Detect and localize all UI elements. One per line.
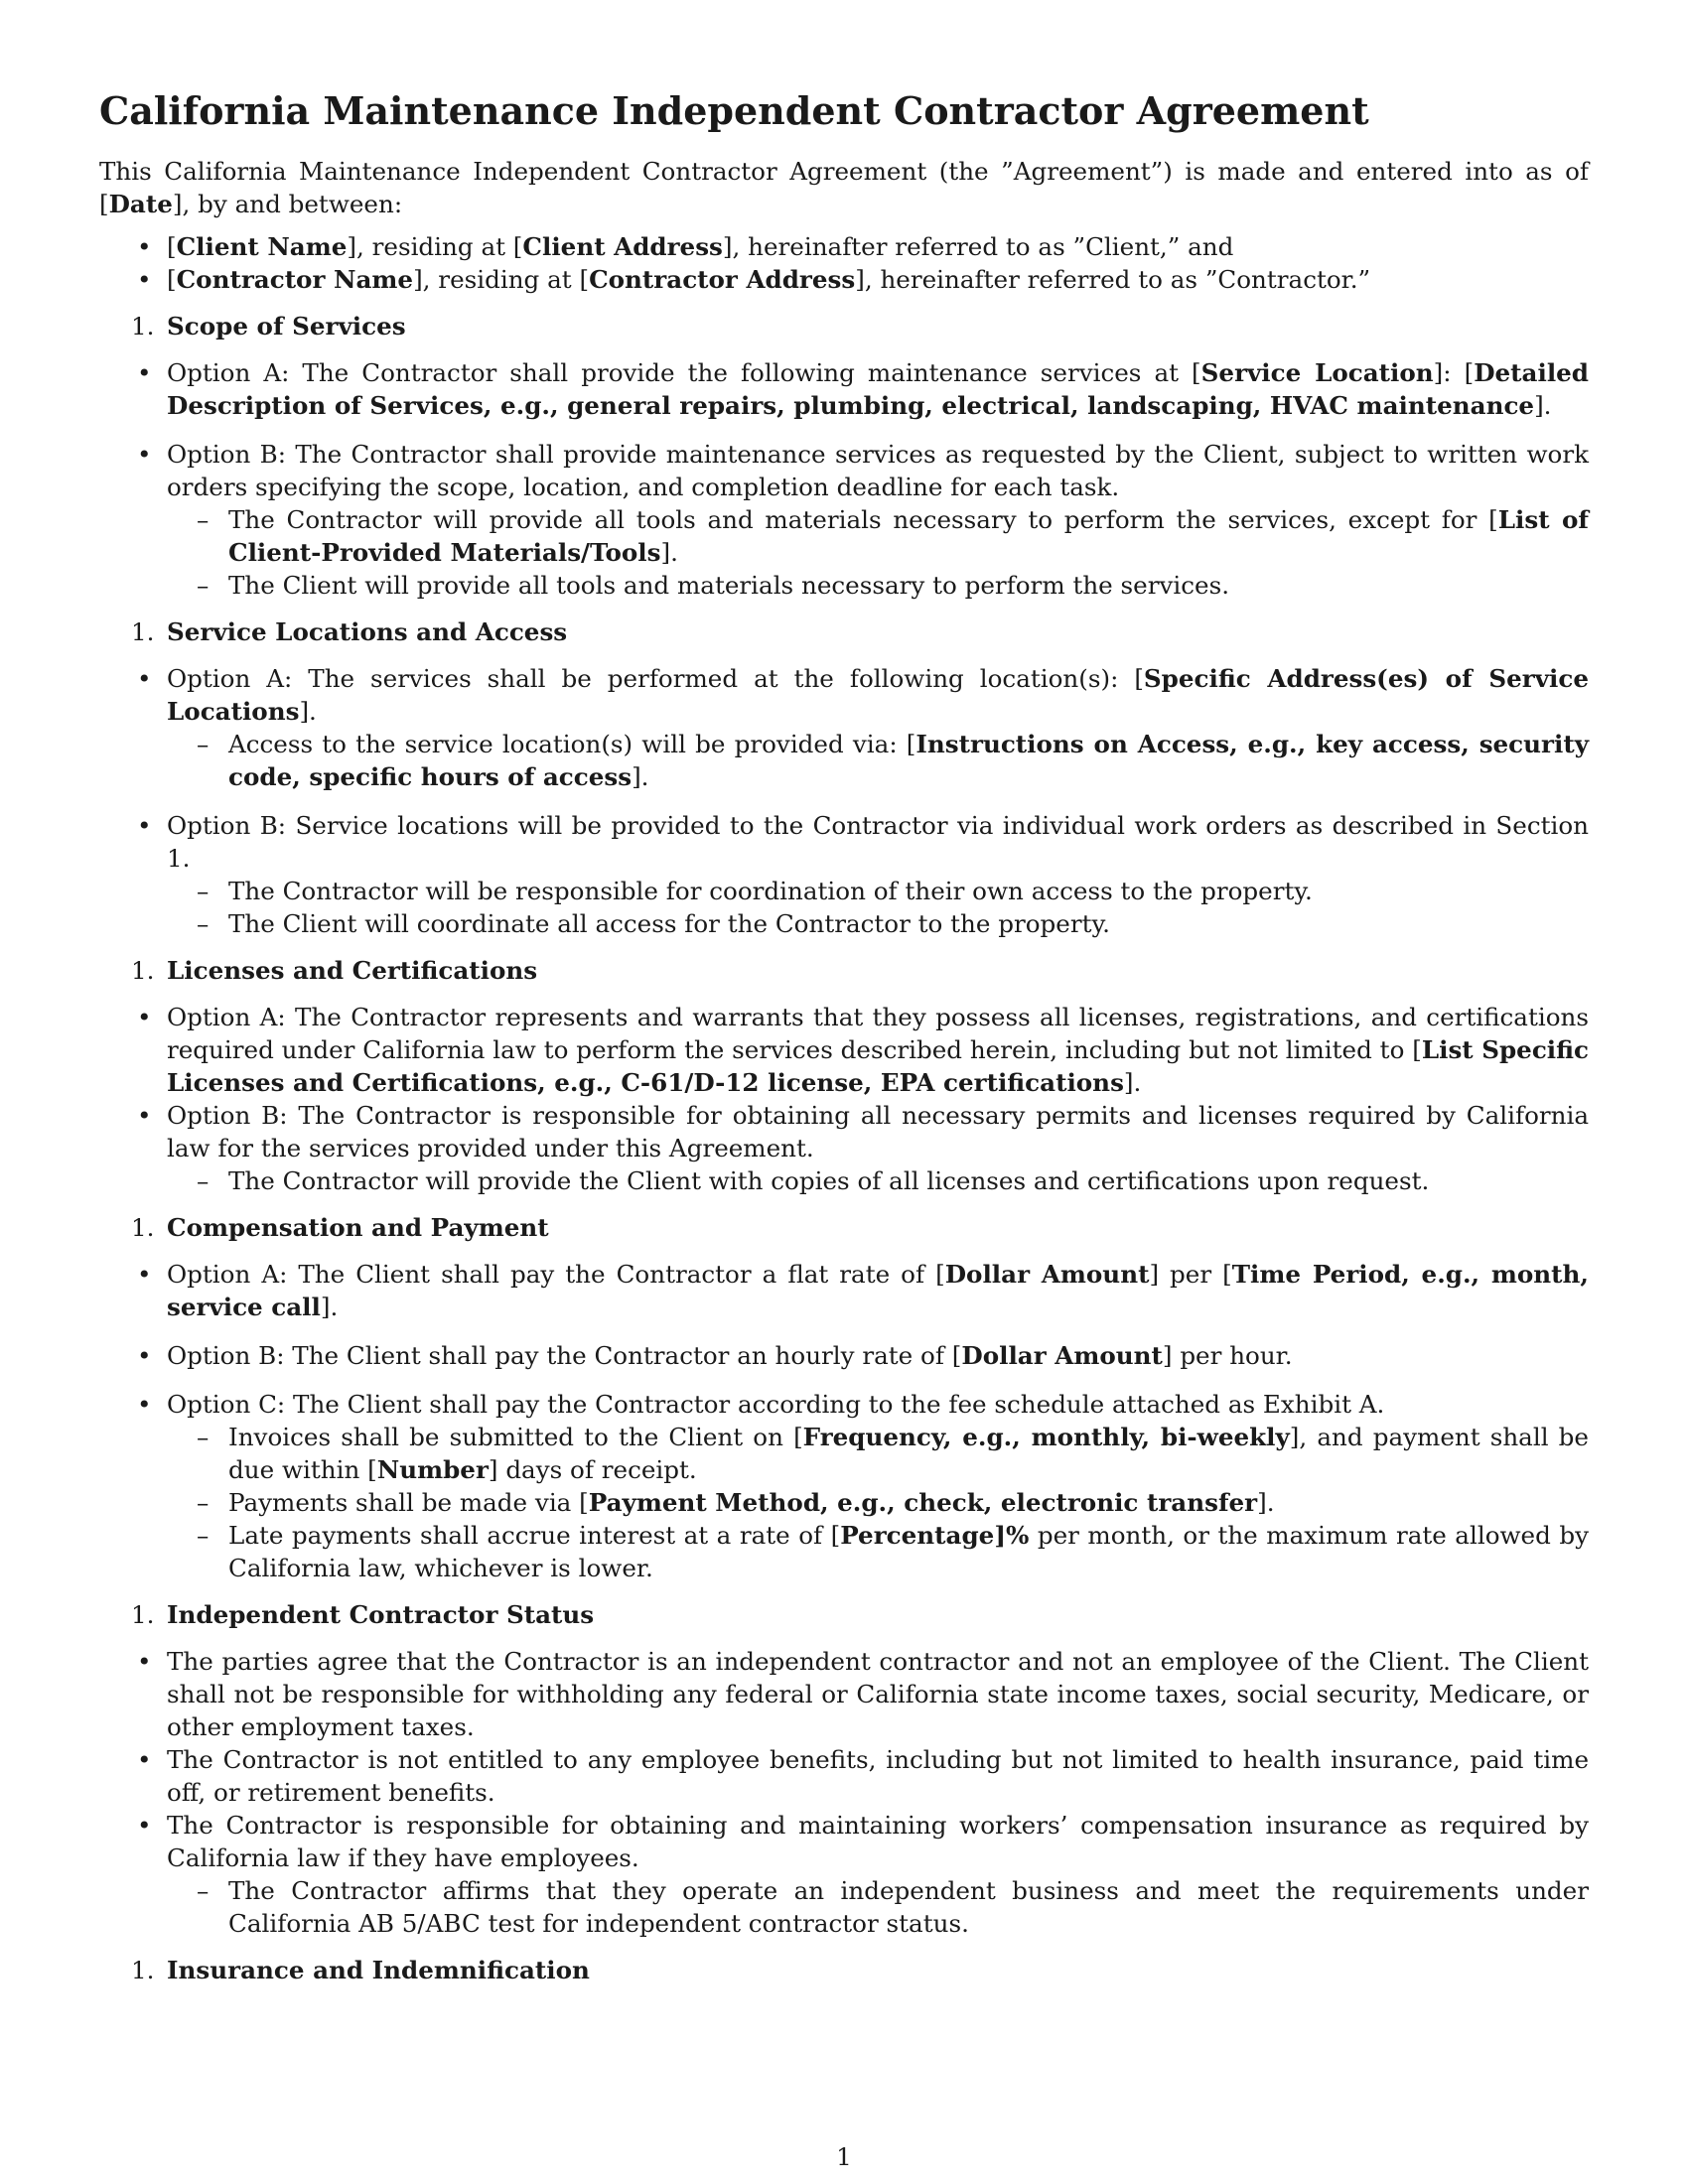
document-page <box>99 87 1589 2000</box>
scope-sublist <box>167 503 1589 602</box>
section-heading-scope: 1. Scope of Services <box>131 312 406 341</box>
status-item-benefits: • The Contractor is not entitled to any employee benefits, including but not limited to health insurance, paid time off, or retirement benefits. <box>99 1743 1589 1809</box>
licenses-sub-copies: – The Contractor will provide the Client with copies of all licenses and certifications upon request. <box>167 1164 1589 1197</box>
status-sub-ab5: – The Contractor affirms that they operate an independent business and meet the requirements under California AB 5/ABC test for independent contractor status. <box>167 1874 1589 1940</box>
locations-sublist-b <box>167 875 1589 940</box>
compensation-sub-late: – Late payments shall accrue interest at a rate of [Percentage]% per month, or the maximum rate allowed by California law, whichever is lower. <box>167 1519 1589 1584</box>
compensation-option-c: • Option C: The Client shall pay the Contractor according to the fee schedule attached as Exhibit A. – Invoices shall be submitted to the Client on [Frequency, e.g., monthly, bi-weekly], and payment shall be due within [Number] days of receipt. – Payments shall be made via [Payment Method, e.g., check, electronic transfer]. – Late payments shall accrue interest at a rate of [Percentage]% per month, or the maximum rate allowed by California law, whichever is lower. <box>99 1388 1589 1584</box>
date-placeholder: Date <box>108 190 173 218</box>
locations-sub-client: – The Client will coordinate all access for the Contractor to the property. <box>167 907 1589 940</box>
section-heading-locations: 1. Service Locations and Access <box>131 617 568 646</box>
party-contractor: • [Contractor Name], residing at [Contractor Address], hereinafter referred to as ”Contractor.” <box>99 263 1589 296</box>
status-item-workers-comp: • The Contractor is responsible for obtaining and maintaining workers’ compensation insurance as required by California law if they have employees. – The Contractor affirms that they operate an independent business and meet the requirements under California AB 5/ABC test for independent contractor status. <box>99 1809 1589 1940</box>
locations-option-a: • Option A: The services shall be performed at the following location(s): [Specific Address(es) of Service Locations]. – Access to the service location(s) will be provided via: [Instructions on Access, e.g., key access, security code, specific hours of access]. <box>99 662 1589 793</box>
status-sublist <box>167 1874 1589 1940</box>
section-heading-insurance: 1. Insurance and Indemnification <box>131 1956 590 1984</box>
compensation-option-b: • Option B: The Client shall pay the Contractor an hourly rate of [Dollar Amount] per hour. <box>99 1339 1589 1372</box>
section-heading-status: 1. Independent Contractor Status <box>131 1600 595 1629</box>
parties-list <box>99 230 1589 296</box>
page-number: 1 <box>836 2142 852 2171</box>
status-items <box>99 1645 1589 1940</box>
compensation-sub-invoices: – Invoices shall be submitted to the Client on [Frequency, e.g., monthly, bi-weekly], and payment shall be due within [Number] days of receipt. <box>167 1421 1589 1486</box>
scope-option-b: • Option B: The Contractor shall provide maintenance services as requested by the Client, subject to written work orders specifying the scope, location, and completion deadline for each task. – The Contractor will provide all tools and materials necessary to perform the services, except for [List of Client-Provided Materials/Tools]. – The Client will provide all tools and materials necessary to perform the services. <box>99 438 1589 602</box>
compensation-sublist <box>167 1421 1589 1584</box>
licenses-sublist <box>167 1164 1589 1197</box>
locations-option-b: • Option B: Service locations will be provided to the Contractor via individual work orders as described in Section 1. – The Contractor will be responsible for coordination of their own access to the property. – The Client will coordinate all access for the Contractor to the property. <box>99 809 1589 940</box>
locations-sub-access: – Access to the service location(s) will be provided via: [Instructions on Access, e.g., key access, security code, specific hours of access]. <box>167 728 1589 793</box>
locations-sub-contractor: – The Contractor will be responsible for coordination of their own access to the property. <box>167 875 1589 907</box>
compensation-options <box>99 1258 1589 1584</box>
locations-sublist-a <box>167 728 1589 793</box>
compensation-option-a: • Option A: The Client shall pay the Contractor a flat rate of [Dollar Amount] per [Time Period, e.g., month, service call]. <box>99 1258 1589 1323</box>
document-title: California Maintenance Independent Contractor Agreement <box>99 88 1369 133</box>
licenses-option-b: • Option B: The Contractor is responsible for obtaining all necessary permits and licenses required by California law for the services provided under this Agreement. – The Contractor will provide the Client with copies of all licenses and certifications upon request. <box>99 1099 1589 1197</box>
scope-sub-client-tools: – The Client will provide all tools and materials necessary to perform the services. <box>167 569 1589 602</box>
section-heading-licenses: 1. Licenses and Certifications <box>131 956 538 985</box>
scope-sub-tools: – The Contractor will provide all tools and materials necessary to perform the services, except for [List of Client-Provided Materials/Tools]. <box>167 503 1589 569</box>
section-heading-compensation: 1. Compensation and Payment <box>131 1213 549 1242</box>
locations-options <box>99 662 1589 940</box>
party-client: • [Client Name], residing at [Client Address], hereinafter referred to as ”Client,” and <box>99 230 1589 263</box>
scope-option-a: • Option A: The Contractor shall provide the following maintenance services at [Service Location]: [Detailed Description of Services, e.g., general repairs, plumbing, electrical, landscaping, HVAC maintenance]. <box>99 356 1589 422</box>
status-item-relationship: • The parties agree that the Contractor is an independent contractor and not an employee of the Client. The Client shall not be responsible for withholding any federal or California state income taxes, social security, Medicare, or other employment taxes. <box>99 1645 1589 1743</box>
licenses-options <box>99 1001 1589 1197</box>
scope-options <box>99 356 1589 602</box>
intro-paragraph: This California Maintenance Independent Contractor Agreement (the ”Agreement”) is made and entered into as of [Date], by and between: <box>99 157 1589 218</box>
licenses-option-a: • Option A: The Contractor represents and warrants that they possess all licenses, registrations, and certifications required under California law to perform the services described herein, including but not limited to [List Specific Licenses and Certifications, e.g., C-61/D-12 license, EPA certifications]. <box>99 1001 1589 1099</box>
compensation-sub-method: – Payments shall be made via [Payment Method, e.g., check, electronic transfer]. <box>167 1486 1589 1519</box>
